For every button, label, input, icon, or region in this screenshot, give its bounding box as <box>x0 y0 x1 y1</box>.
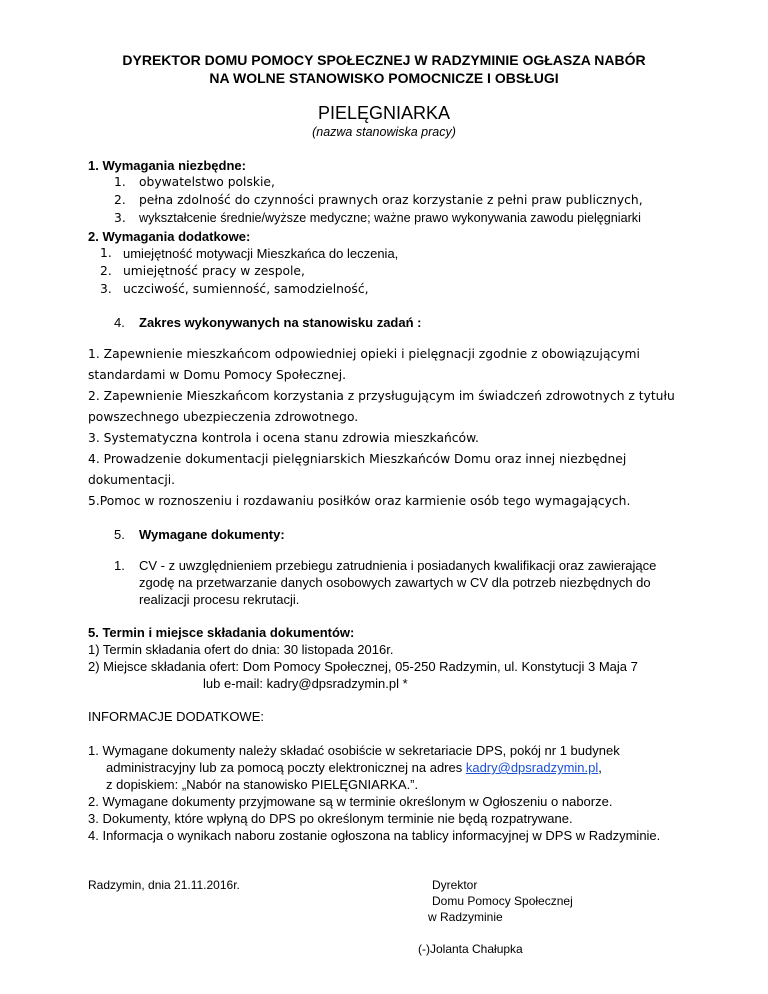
info-item-line <box>106 760 602 775</box>
section1-heading: 1. Wymagania niezbędne: <box>88 158 246 173</box>
section5-heading: Wymagane dokumenty: <box>139 527 285 542</box>
position-subtitle: (nazwa stanowiska pracy) <box>312 125 456 139</box>
section4-line: 4. Prowadzenie dokumentacji pielęgniarskich Mieszkańców Domu oraz innej niezbędnej <box>88 452 627 466</box>
info-item: 1. Wymagane dokumenty należy składać osobiście w sekretariacie DPS, pokój nr 1 budynek <box>88 743 620 758</box>
info-item: z dopiskiem: „Nabór na stanowisko PIELĘGNIARKA.”. <box>106 777 419 792</box>
section2-item-num: 3. <box>100 282 112 296</box>
header-line-1: DYREKTOR DOMU POMOCY SPOŁECZNEJ W RADZYMINIE OGŁASZA NABÓR <box>122 52 646 68</box>
info-item-text: , <box>598 760 602 775</box>
section5-item-line: realizacji procesu rekrutacji. <box>139 592 300 607</box>
email-link[interactable]: kadry@dpsradzymin.pl <box>465 760 599 775</box>
section5-item-num: 1. <box>114 558 125 573</box>
header-line-2: NA WOLNE STANOWISKO POMOCNICZE I OBSŁUGI <box>209 70 559 86</box>
section1-item-text: obywatelstwo polskie, <box>139 175 275 189</box>
section4-num: 4. <box>114 315 125 330</box>
info-item: 4. Informacja o wynikach naboru zostanie ogłoszona na tablicy informacyjnej w DPS w Radzyminie. <box>88 828 661 843</box>
section2-item-text: uczciwość, sumienność, samodzielność, <box>123 282 369 296</box>
section4-line: standardami w Domu Pomocy Społecznej. <box>88 368 347 382</box>
section5-num: 5. <box>114 527 125 542</box>
signature-name: (-)Jolanta Chałupka <box>418 942 523 956</box>
section2-item-num: 1. <box>100 246 112 260</box>
section1-item-text: pełna zdolność do czynności prawnych oraz korzystanie z pełni praw publicznych, <box>139 193 643 207</box>
section1-item-num: 1. <box>114 175 126 189</box>
section1-item-num: 3. <box>114 211 126 225</box>
section4-line: 5.Pomoc w roznoszeniu i rozdawaniu posiłków oraz karmienie osób tego wymagających. <box>88 494 631 508</box>
section2-item-text: umiejętność motywacji Mieszkańca do leczenia, <box>123 246 399 261</box>
section4-heading: Zakres wykonywanych na stanowisku zadań : <box>139 315 422 330</box>
deadline-line: lub e-mail: kadry@dpsradzymin.pl * <box>203 676 408 691</box>
info-heading: INFORMACJE DODATKOWE: <box>88 709 264 724</box>
section1-item-text: wykształcenie średnie/wyższe medyczne; ważne prawo wykonywania zawodu pielęgniarki <box>139 211 641 225</box>
signature-line: w Radzyminie <box>428 910 503 924</box>
deadline-line: 2) Miejsce składania ofert: Dom Pomocy Społecznej, 05-250 Radzymin, ul. Konstytucji 3 Maja 7 <box>88 659 638 674</box>
section2-heading: 2. Wymagania dodatkowe: <box>88 229 251 244</box>
section2-item-text: umiejętność pracy w zespole, <box>123 264 305 278</box>
info-item-text: administracyjny lub za pomocą poczty elektronicznej na adres <box>106 760 466 775</box>
section4-line: 3. Systematyczna kontrola i ocena stanu zdrowia mieszkańców. <box>88 431 479 445</box>
position-title: PIELĘGNIARKA <box>317 103 451 123</box>
section5-item-line: CV - z uwzględnieniem przebiegu zatrudnienia i posiadanych kwalifikacji oraz zawierające <box>139 558 657 573</box>
deadline-line: 1) Termin składania ofert do dnia: 30 listopada 2016r. <box>88 642 394 657</box>
section4-line: dokumentacji. <box>88 473 176 487</box>
section1-item-num: 2. <box>114 193 126 207</box>
section2-item-num: 2. <box>100 264 112 278</box>
info-item: 3. Dokumenty, które wpłyną do DPS po określonym terminie nie będą rozpatrywane. <box>88 811 573 826</box>
info-item: 2. Wymagane dokumenty przyjmowane są w terminie określonym w Ogłoszeniu o naborze. <box>88 794 613 809</box>
section4-line: 2. Zapewnienie Mieszkańcom korzystania z przysługującym im świadczeń zdrowotnych z tytułu <box>88 389 675 403</box>
section4-line: powszechnego ubezpieczenia zdrowotnego. <box>88 410 359 424</box>
deadline-heading: 5. Termin i miejsce składania dokumentów: <box>88 625 355 640</box>
section4-line: 1. Zapewnienie mieszkańcom odpowiedniej opieki i pielęgnacji zgodnie z obowiązującymi <box>88 347 640 361</box>
signature-line: Domu Pomocy Społecznej <box>432 894 573 908</box>
section5-item-line: zgodę na przetwarzanie danych osobowych zawartych w CV dla potrzeb niezbędnych do <box>139 575 651 590</box>
signature-line: Dyrektor <box>432 878 478 892</box>
place-date: Radzymin, dnia 21.11.2016r. <box>88 878 240 892</box>
